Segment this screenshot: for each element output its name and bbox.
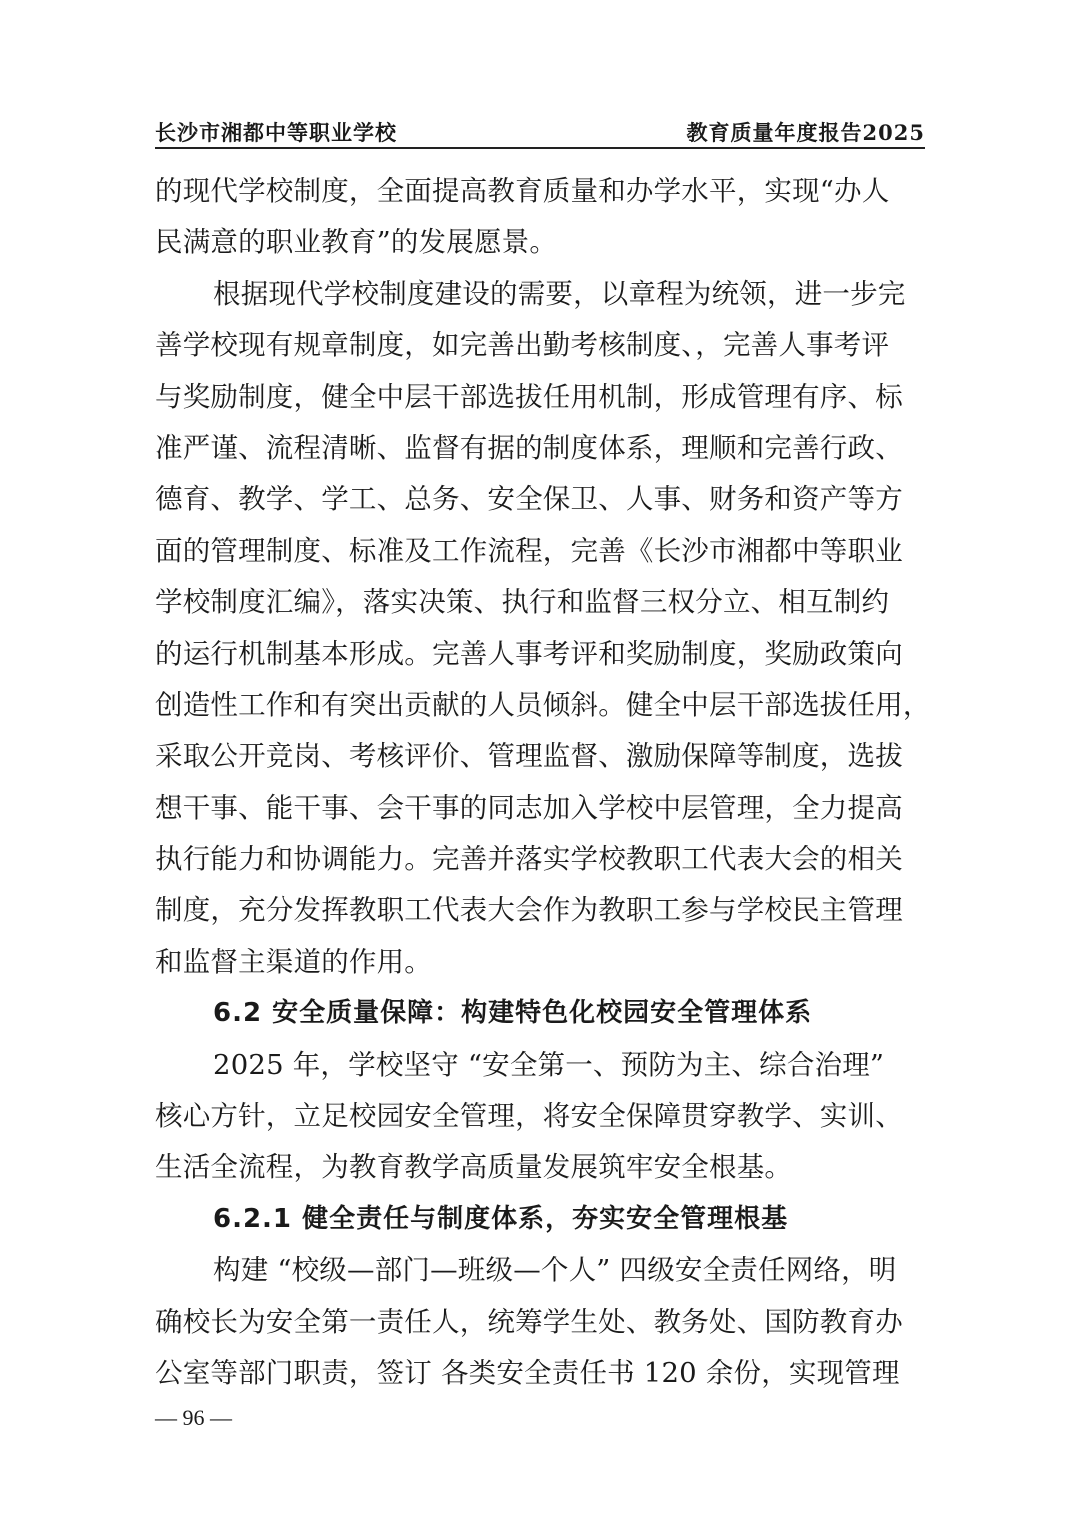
text-line: 生活全流程，为教育教学高质量发展筑牢安全根基。 bbox=[155, 1151, 793, 1184]
text-line: 面的管理制度、标准及工作流程，完善《长沙市湘都中等职业 bbox=[155, 534, 903, 567]
text-line: 民满意的职业教育”的发展愿景。 bbox=[155, 226, 558, 259]
text-line: 和监督主渠道的作用。 bbox=[155, 945, 432, 978]
text-line: 根据现代学校制度建设的需要，以章程为统领，进一步完 bbox=[213, 277, 906, 310]
text-line: 核心方针，立足校园安全管理，将安全保障贯穿教学、实训、 bbox=[155, 1100, 903, 1133]
header-rule bbox=[155, 147, 925, 149]
subsection-heading: 6.2.1 健全责任与制度体系，夯实安全管理根基 bbox=[213, 1203, 789, 1234]
body-text bbox=[155, 166, 931, 1399]
text-line: 的现代学校制度，全面提高教育质量和办学水平，实现“办人 bbox=[155, 175, 890, 207]
text-line: 2025 年，学校坚守 “安全第一、预防为主、综合治理” bbox=[213, 1048, 885, 1081]
page-header bbox=[155, 105, 925, 145]
page-number: — 96 — bbox=[155, 1405, 232, 1430]
text-line: 执行能力和协调能力。完善并落实学校教职工代表大会的相关 bbox=[155, 843, 903, 876]
text-line: 想干事、能干事、会干事的同志加入学校中层管理，全力提高 bbox=[155, 791, 903, 824]
report-title: 教育质量年度报告2025 bbox=[686, 120, 925, 145]
text-line: 的运行机制基本形成。完善人事考评和奖励制度，奖励政策向 bbox=[155, 637, 903, 670]
text-line: 德育、教学、学工、总务、安全保卫、人事、财务和资产等方 bbox=[155, 483, 903, 516]
text-line: 学校制度汇编》，落实决策、执行和监督三权分立、相互制约 bbox=[155, 586, 890, 619]
text-line: 公室等部门职责，签订 各类安全责任书 120 余份，实现管理 bbox=[155, 1356, 900, 1389]
text-line: 准严谨、流程清晰、监督有据的制度体系，理顺和完善行政、 bbox=[155, 431, 903, 464]
section-heading: 6.2 安全质量保障：构建特色化校园安全管理体系 bbox=[213, 998, 813, 1029]
text-line: 构建 “校级—部门—班级—个人” 四级安全责任网络，明 bbox=[213, 1254, 897, 1287]
text-line: 善学校现有规章制度，如完善出勤考核制度、，完善人事考评 bbox=[155, 329, 890, 362]
text-line: 与奖励制度，健全中层干部选拔任用机制，形成管理有序、标 bbox=[155, 380, 903, 413]
text-line: 确校长为安全第一责任人，统筹学生处、教务处、国防教育办 bbox=[155, 1305, 903, 1338]
text-line: 采取公开竞岗、考核评价、管理监督、激励保障等制度，选拔 bbox=[155, 740, 903, 773]
school-name: 长沙市湘都中等职业学校 bbox=[155, 120, 397, 145]
text-line: 创造性工作和有突出贡献的人员倾斜。健全中层干部选拔任用， bbox=[155, 688, 931, 721]
text-line: 制度，充分发挥教职工代表大会作为教职工参与学校民主管理 bbox=[155, 894, 903, 927]
